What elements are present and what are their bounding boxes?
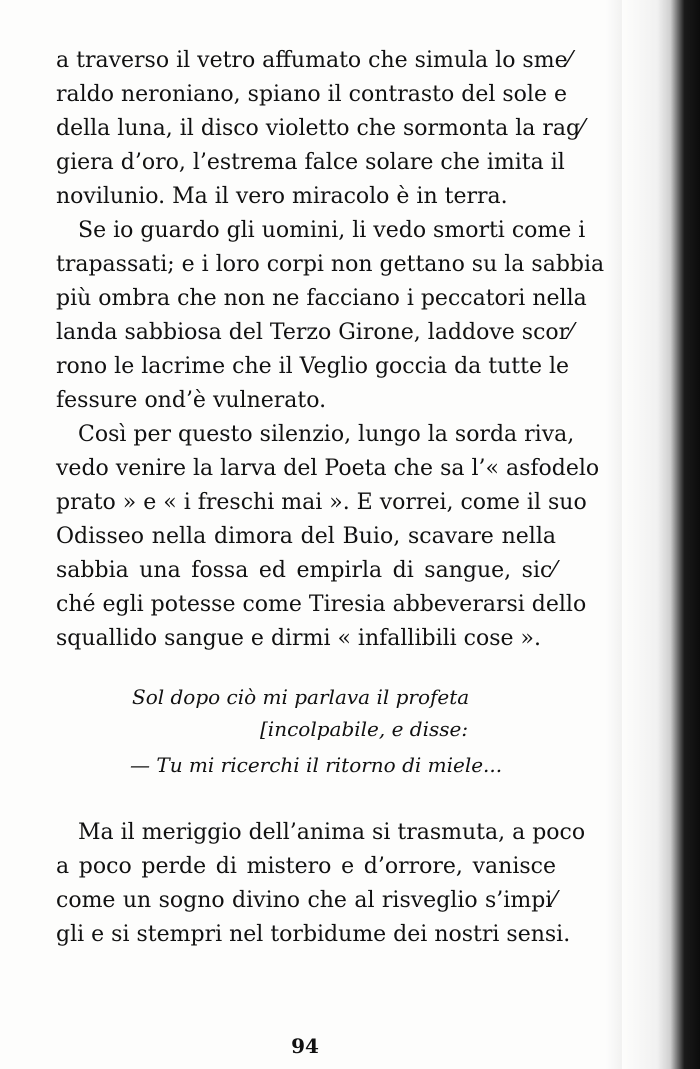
text-line: della luna, il disco violetto che sormonta la rag⁄: [56, 116, 584, 141]
paragraph-2: [56, 214, 605, 418]
text-line: a poco perde di mistero e d’orrore, vanisce: [56, 854, 556, 879]
text-line: squallido sangue e dirmi « infallibili cose ».: [56, 626, 541, 651]
text-line: rono le lacrime che il Veglio goccia da tutte le: [56, 354, 570, 379]
text-line: trapassati; e i loro corpi non gettano su la sabbia: [56, 252, 605, 277]
closing-paragraph: [56, 816, 586, 952]
text-line: prato » e « i freschi mai ». E vorrei, come il suo: [56, 490, 587, 515]
text-line: landa sabbiosa del Terzo Girone, laddove scor⁄: [56, 320, 573, 345]
book-binding-edge: [622, 0, 700, 1069]
text-line: giera d’oro, l’estrema falce solare che imita il: [56, 150, 565, 175]
text-line: a traverso il vetro affumato che simula lo sme⁄: [56, 48, 572, 73]
paragraph-1: [56, 44, 584, 214]
binding-shadow: [606, 0, 622, 1069]
body-text: [56, 44, 605, 656]
page-number: 94: [291, 1034, 319, 1058]
verse-line: [incolpabile, e disse:: [260, 717, 469, 741]
text-line: sabbia una fossa ed empirla di sangue, sic⁄: [56, 558, 556, 583]
paragraph-3: [56, 418, 600, 656]
text-line: Ma il meriggio dell’anima si trasmuta, a poco: [78, 820, 586, 845]
verse-line: — Tu mi ricerchi il ritorno di miele...: [130, 753, 503, 777]
text-line: Così per questo silenzio, lungo la sorda riva,: [78, 422, 575, 447]
text-line: ché egli potesse come Tiresia abbeverarsi dello: [56, 592, 587, 617]
text-line: Odisseo nella dimora del Buio, scavare nella: [56, 524, 556, 549]
text-line: Se io guardo gli uomini, li vedo smorti come i: [78, 218, 586, 243]
text-line: gli e si stempri nel torbidume dei nostri sensi.: [56, 922, 571, 947]
text-line: come un sogno divino che al risveglio s’impi⁄: [56, 888, 556, 913]
verse-line: Sol dopo ciò mi parlava il profeta: [132, 685, 470, 709]
text-line: raldo neroniano, spiano il contrasto del sole e: [56, 82, 567, 107]
text-line: novilunio. Ma il vero miracolo è in terra.: [56, 184, 508, 209]
text-line: fessure ond’è vulnerato.: [56, 388, 327, 413]
text-line: più ombra che non ne facciano i peccatori nella: [56, 286, 587, 311]
text-line: vedo venire la larva del Poeta che sa l’« asfodelo: [56, 456, 600, 481]
